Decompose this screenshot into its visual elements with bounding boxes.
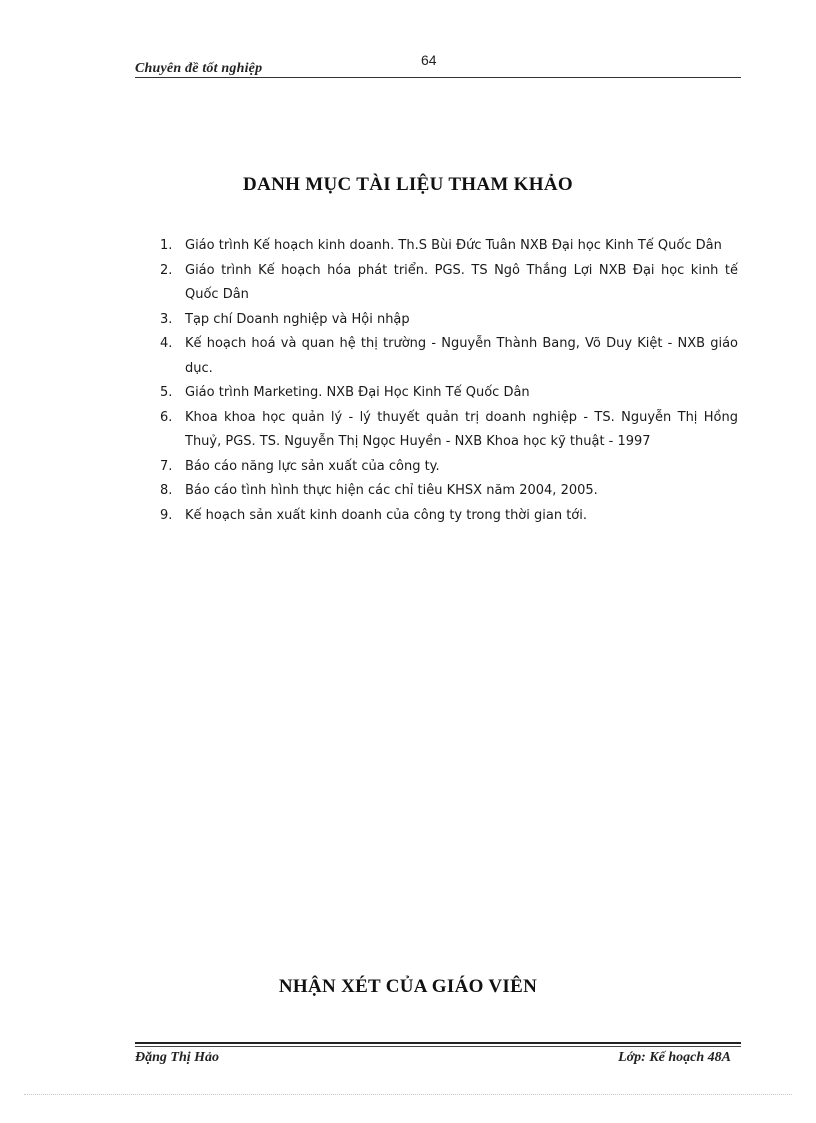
reference-number: 9. bbox=[160, 507, 173, 523]
reference-text: Khoa khoa học quản lý - lý thuyết quản trị doanh nghiệp - TS. Nguyễn Thị Hồng Thuỷ, PGS. TS. Nguyễn Thị Ngọc Huyền - NXB Khoa học kỹ thuật - 1997 bbox=[185, 409, 738, 449]
reference-text: Giáo trình Kế hoạch kinh doanh. Th.S Bùi Đức Tuân NXB Đại học Kinh Tế Quốc Dân bbox=[185, 238, 722, 253]
reference-number: 5. bbox=[160, 385, 173, 400]
footer-class: Lớp: Kế hoạch 48A bbox=[618, 1050, 731, 1065]
footer-author: Đặng Thị Hảo bbox=[135, 1050, 220, 1065]
reference-list bbox=[160, 234, 738, 528]
reference-item bbox=[160, 332, 738, 381]
reference-item bbox=[160, 308, 738, 333]
reference-number: 1. bbox=[160, 238, 173, 253]
reference-number: 7. bbox=[160, 458, 173, 474]
section-title: NHẬN XÉT CỦA GIÁO VIÊN bbox=[278, 976, 538, 997]
reference-number: 8. bbox=[160, 483, 173, 498]
reference-text: Kế hoạch hoá và quan hệ thị trường - Nguyễn Thành Bang, Võ Duy Kiệt - NXB giáo dục. bbox=[185, 336, 738, 376]
footer-rule-thin bbox=[135, 1046, 741, 1047]
reference-text: Giáo trình Marketing. NXB Đại Học Kinh Tế Quốc Dân bbox=[185, 385, 530, 400]
page-header bbox=[135, 52, 741, 78]
reference-number: 2. bbox=[160, 262, 173, 278]
reference-text: Báo cáo tình hình thực hiện các chỉ tiêu KHSX năm 2004, 2005. bbox=[185, 483, 598, 498]
reference-item bbox=[160, 455, 738, 480]
reference-number: 6. bbox=[160, 409, 173, 425]
reference-item bbox=[160, 406, 738, 455]
reference-item bbox=[160, 381, 738, 406]
reference-number: 4. bbox=[160, 336, 173, 351]
reference-text: Kế hoạch sản xuất kinh doanh của công ty trong thời gian tới. bbox=[185, 507, 588, 523]
reference-item bbox=[160, 234, 738, 259]
header-title: Chuyên đề tốt nghiệp bbox=[135, 61, 263, 76]
page-number: 64 bbox=[421, 52, 437, 68]
page-title: DANH MỤC TÀI LIỆU THAM KHẢO bbox=[243, 174, 573, 195]
reference-text: Tạp chí Doanh nghiệp và Hội nhập bbox=[185, 311, 410, 327]
reference-item bbox=[160, 259, 738, 308]
page-footer bbox=[135, 1042, 741, 1066]
page-bottom-border bbox=[24, 1094, 792, 1095]
footer-rule bbox=[135, 1042, 741, 1044]
reference-text: Báo cáo năng lực sản xuất của công ty. bbox=[185, 458, 440, 474]
reference-item bbox=[160, 479, 738, 504]
reference-number: 3. bbox=[160, 311, 173, 327]
header-rule bbox=[135, 77, 741, 78]
reference-item bbox=[160, 504, 738, 529]
reference-text: Giáo trình Kế hoạch hóa phát triển. PGS. TS Ngô Thắng Lợi NXB Đại học kinh tế Quốc Dân bbox=[185, 262, 738, 302]
